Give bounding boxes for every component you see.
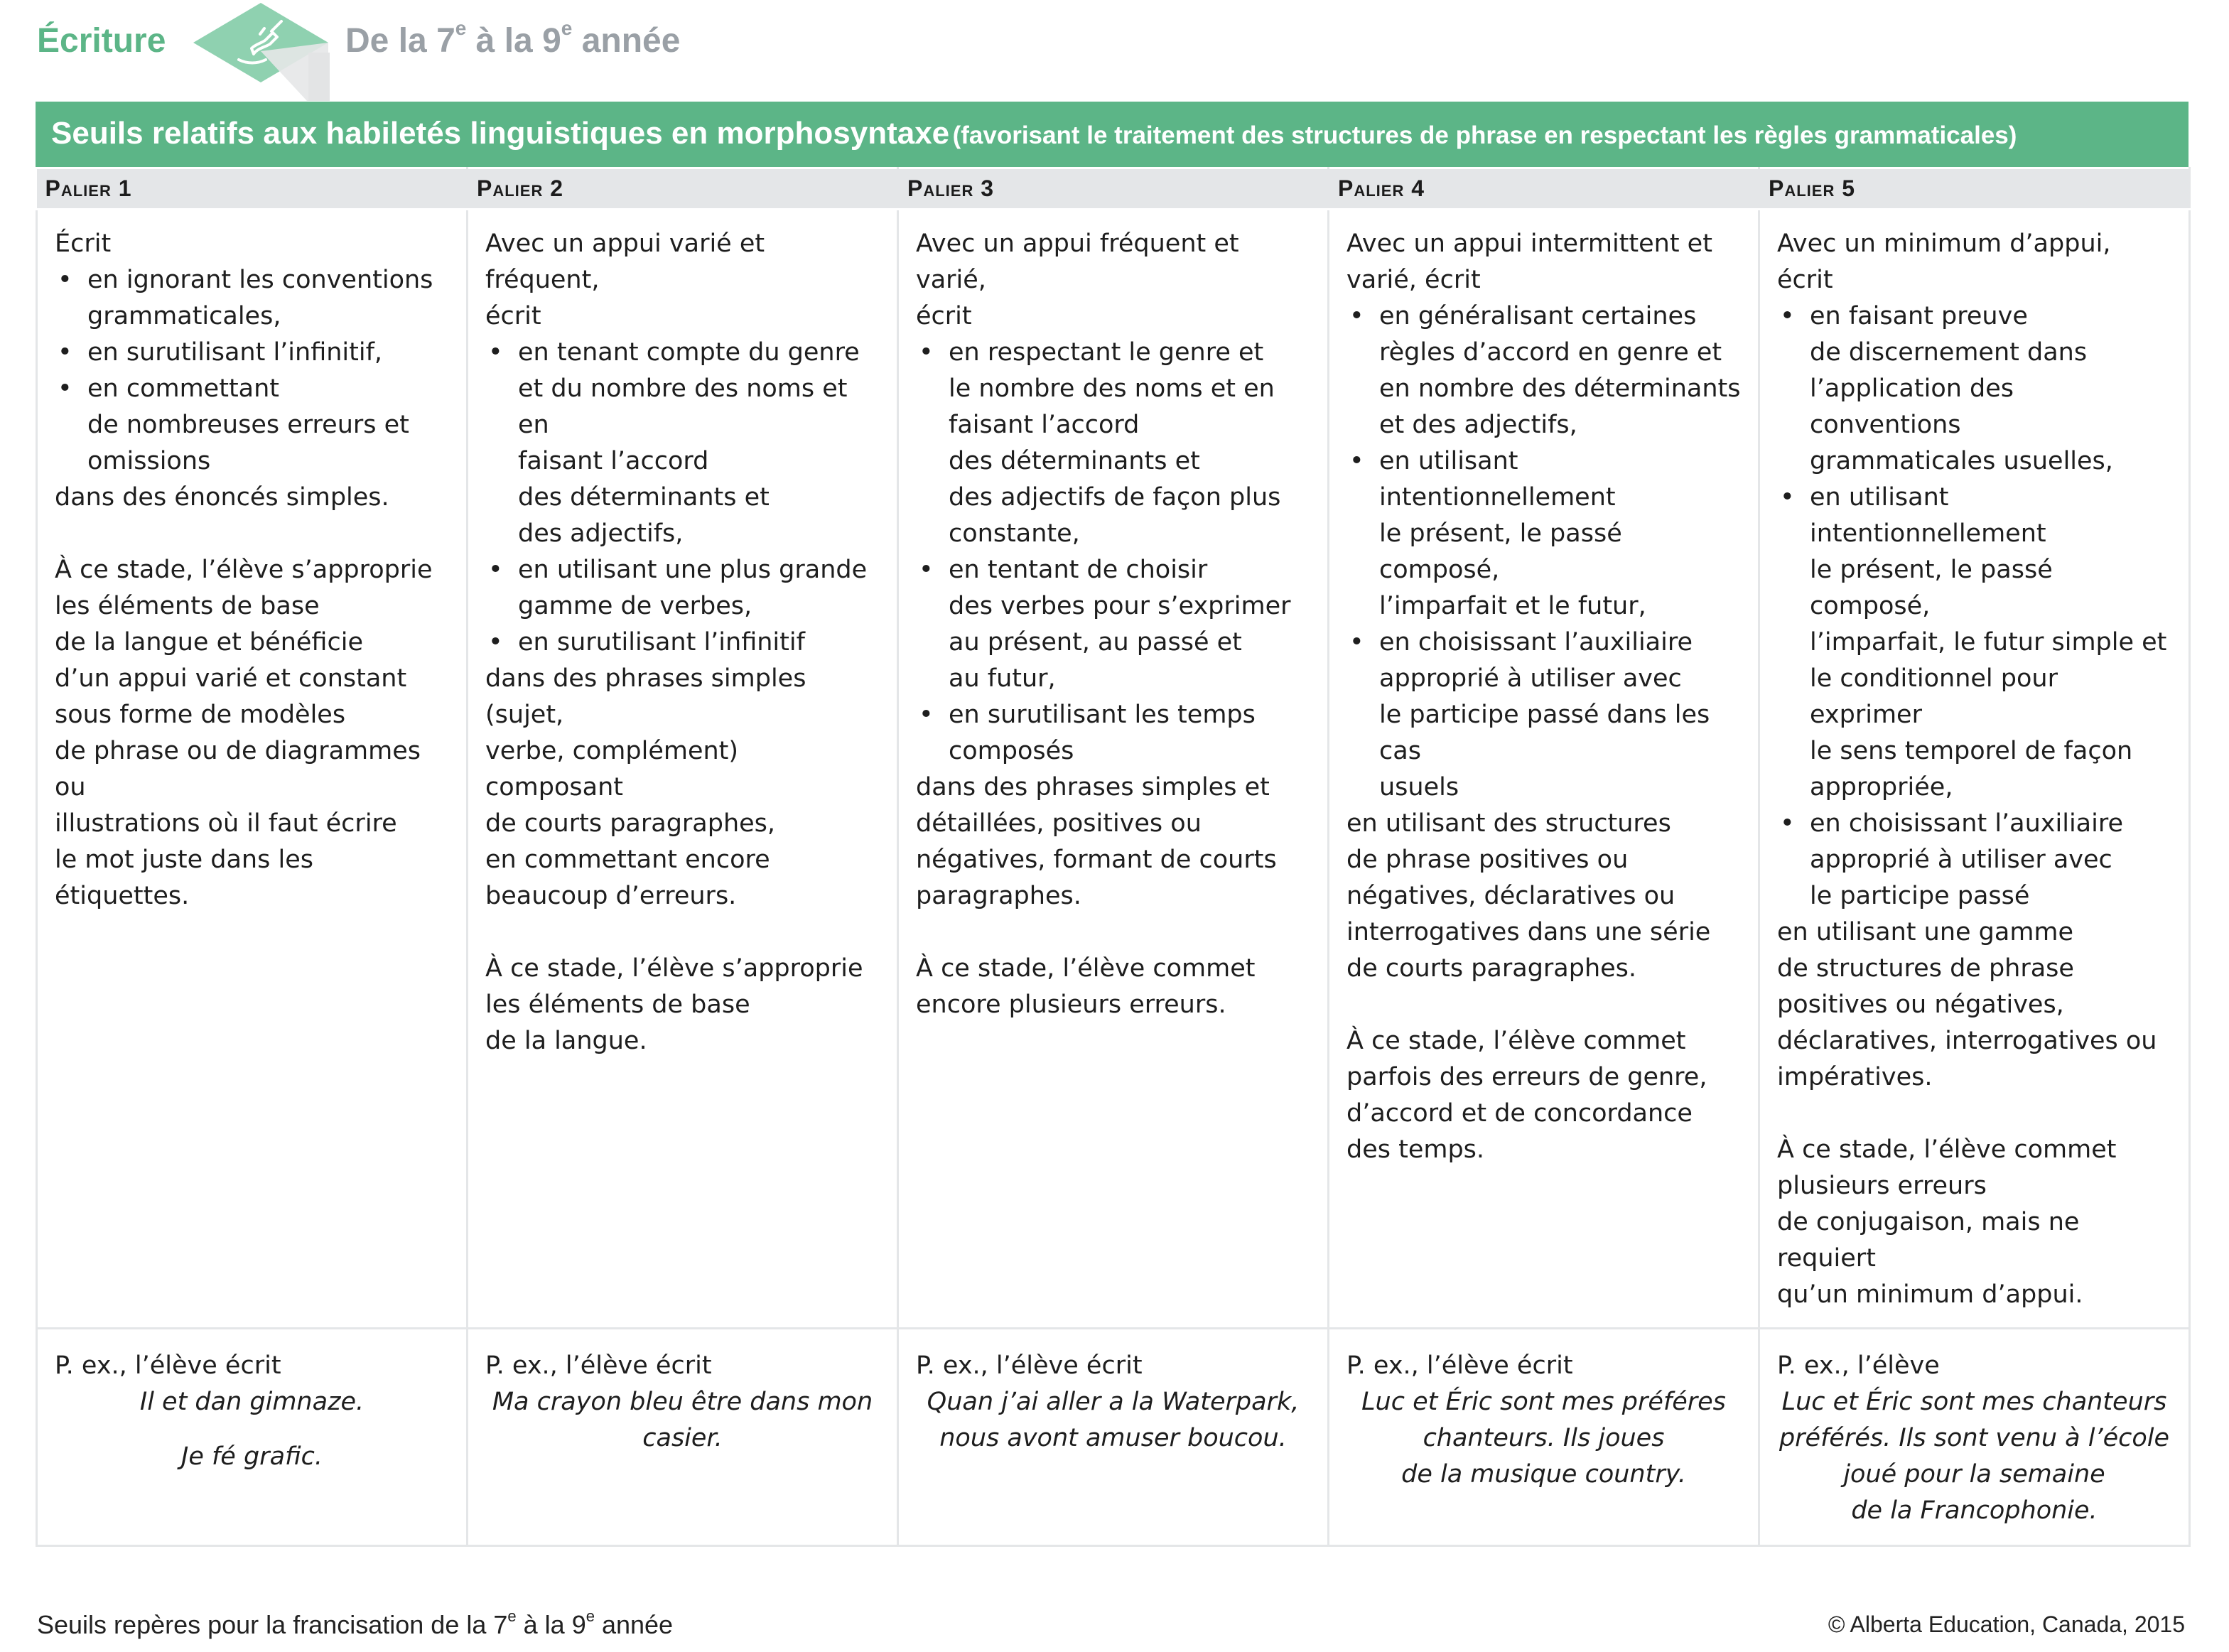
table-subtitle: (favorisant le traitement des structures de phrase en respectant les règles grammaticales): [952, 122, 2017, 149]
list-item: • en choisissant l’auxiliaire approprié à utiliser avec le participe passé dans les cas usuels: [1346, 625, 1741, 806]
context-text: dans des énoncés simples.: [55, 483, 389, 512]
palier-header: Palier 1: [37, 168, 468, 210]
stage-text: À ce stade, l’élève s’approprie les éléments de base de la langue.: [485, 954, 863, 1055]
palier-5-example: [1759, 1329, 2190, 1546]
list-item: • en tentant de choisir des verbes pour s’exprimer au présent, au passé et au futur,: [916, 552, 1310, 697]
bullet-list: [1777, 298, 2171, 914]
palier-4-example: [1329, 1329, 1759, 1546]
example-lead: P. ex., l’élève écrit: [916, 1351, 1143, 1380]
palier-header: Palier 5: [1759, 168, 2190, 210]
palier-4-description: [1329, 210, 1759, 1329]
intro-text: Avec un appui varié et fréquent, écrit: [485, 230, 765, 330]
example-lead: P. ex., l’élève écrit: [55, 1351, 281, 1380]
example-sentence: Luc et Éric sont mes chanteurs préférés. Ils sont venu à l’école joué pour la semaine de la Francophonie.: [1779, 1388, 2170, 1525]
list-item: • en respectant le genre et le nombre des noms et en faisant l’accord des déterminants et des adjectifs de façon plus constante,: [916, 335, 1310, 552]
palier-header: Palier 2: [468, 168, 898, 210]
list-item: • en utilisant une plus grande gamme de verbes,: [485, 552, 880, 625]
intro-text: Écrit: [55, 230, 112, 258]
footer-document-title: Seuils repères pour la francisation de la 7e à la 9e année: [37, 1607, 674, 1639]
intro-text: Avec un appui fréquent et varié, écrit: [916, 230, 1239, 330]
stage-text: À ce stade, l’élève commet parfois des erreurs de genre, d’accord et de concordance des temps.: [1346, 1027, 1707, 1164]
example-sentence: Ma crayon bleu être dans mon casier.: [492, 1388, 873, 1452]
table-title: Seuils relatifs aux habiletés linguistiques en morphosyntaxe: [51, 116, 950, 151]
example-row: [37, 1329, 2190, 1546]
intro-text: Avec un minimum d’appui, écrit: [1777, 230, 2111, 294]
context-text: dans des phrases simples et détaillées, positives ou négatives, formant de courts paragraphes.: [916, 773, 1277, 910]
bullet-list: [55, 262, 449, 480]
palier-5-description: [1759, 210, 2190, 1329]
example-lead: P. ex., l’élève écrit: [485, 1351, 712, 1380]
bullet-list: [1346, 298, 1741, 806]
list-item: • en surutilisant l’infinitif: [485, 625, 880, 661]
list-item: • en utilisant intentionnellement le présent, le passé composé, l’imparfait, le futur simple et le conditionnel pour exprimer le sens temporel de façon appropriée,: [1777, 480, 2171, 806]
intro-text: Avec un appui intermittent et varié, écrit: [1346, 230, 1712, 294]
stage-text: À ce stade, l’élève commet encore plusieurs erreurs.: [916, 954, 1256, 1019]
bullet-list: [916, 335, 1310, 770]
palier-header: Palier 3: [898, 168, 1329, 210]
palier-header: Palier 4: [1329, 168, 1759, 210]
list-item: • en ignorant les conventions grammaticales,: [55, 262, 449, 335]
example-sentence: Je fé grafic.: [181, 1442, 323, 1471]
list-item: • en tenant compte du genre et du nombre des noms et en faisant l’accord des déterminants et des adjectifs,: [485, 335, 880, 552]
context-text: en utilisant des structures de phrase positives ou négatives, déclaratives ou interrogatives dans une série de courts paragraphes.: [1346, 809, 1711, 983]
example-lead: P. ex., l’élève: [1777, 1351, 1940, 1380]
description-row: [37, 210, 2190, 1329]
thresholds-table: [36, 102, 2188, 1547]
list-item: • en utilisant intentionnellement le présent, le passé composé, l’imparfait et le futur,: [1346, 443, 1741, 625]
list-item: • en surutilisant l’infinitif,: [55, 335, 449, 371]
context-text: en utilisant une gamme de structures de phrase positives ou négatives, déclaratives, interrogatives ou impératives.: [1777, 918, 2157, 1091]
palier-3-description: [898, 210, 1329, 1329]
list-item: • en commettant de nombreuses erreurs et omissions: [55, 371, 449, 480]
palier-2-description: [468, 210, 898, 1329]
stage-text: À ce stade, l’élève commet plusieurs erreurs de conjugaison, mais ne requiert qu’un minimum d’appui.: [1777, 1135, 2117, 1309]
example-lead: P. ex., l’élève écrit: [1346, 1351, 1573, 1380]
example-sentence: Il et dan gimnaze.: [139, 1388, 365, 1416]
list-item: • en faisant preuve de discernement dans l’application des conventions grammaticales usuelles,: [1777, 298, 2171, 480]
palier-header-row: [37, 168, 2190, 210]
example-sentence: Quan j’ai aller a la Waterpark, nous avont amuser boucou.: [927, 1388, 1300, 1452]
list-item: • en surutilisant les temps composés: [916, 697, 1310, 770]
example-sentence: Luc et Éric sont mes préféres chanteurs. Ils joues de la musique country.: [1361, 1388, 1726, 1489]
palier-3-example: [898, 1329, 1329, 1546]
grade-range: De la 7e à la 9e année: [345, 17, 681, 60]
list-item: • en choisissant l’auxiliaire approprié à utiliser avec le participe passé: [1777, 806, 2171, 914]
writing-hand-icon: [186, 1, 335, 101]
brand-title: Écriture: [37, 22, 166, 60]
context-text: dans des phrases simples (sujet, verbe, complément) composant de courts paragraphes, en commettant encore beaucoup d’erreurs.: [485, 664, 806, 910]
page-header: [0, 0, 2229, 99]
palier-2-example: [468, 1329, 898, 1546]
stage-text: À ce stade, l’élève s’approprie les éléments de base de la langue et bénéficie d’un appui varié et constant sous forme de modèles de phrase ou de diagrammes ou illustrations où il faut écrire le mot juste dans les étiquettes.: [55, 556, 433, 910]
table-title-bar: [36, 102, 2188, 167]
palier-1-example: [37, 1329, 468, 1546]
bullet-list: [485, 335, 880, 661]
list-item: • en généralisant certaines règles d’accord en genre et en nombre des déterminants et des adjectifs,: [1346, 298, 1741, 443]
palier-1-description: [37, 210, 468, 1329]
footer-copyright: © Alberta Education, Canada, 2015: [1828, 1611, 2185, 1637]
